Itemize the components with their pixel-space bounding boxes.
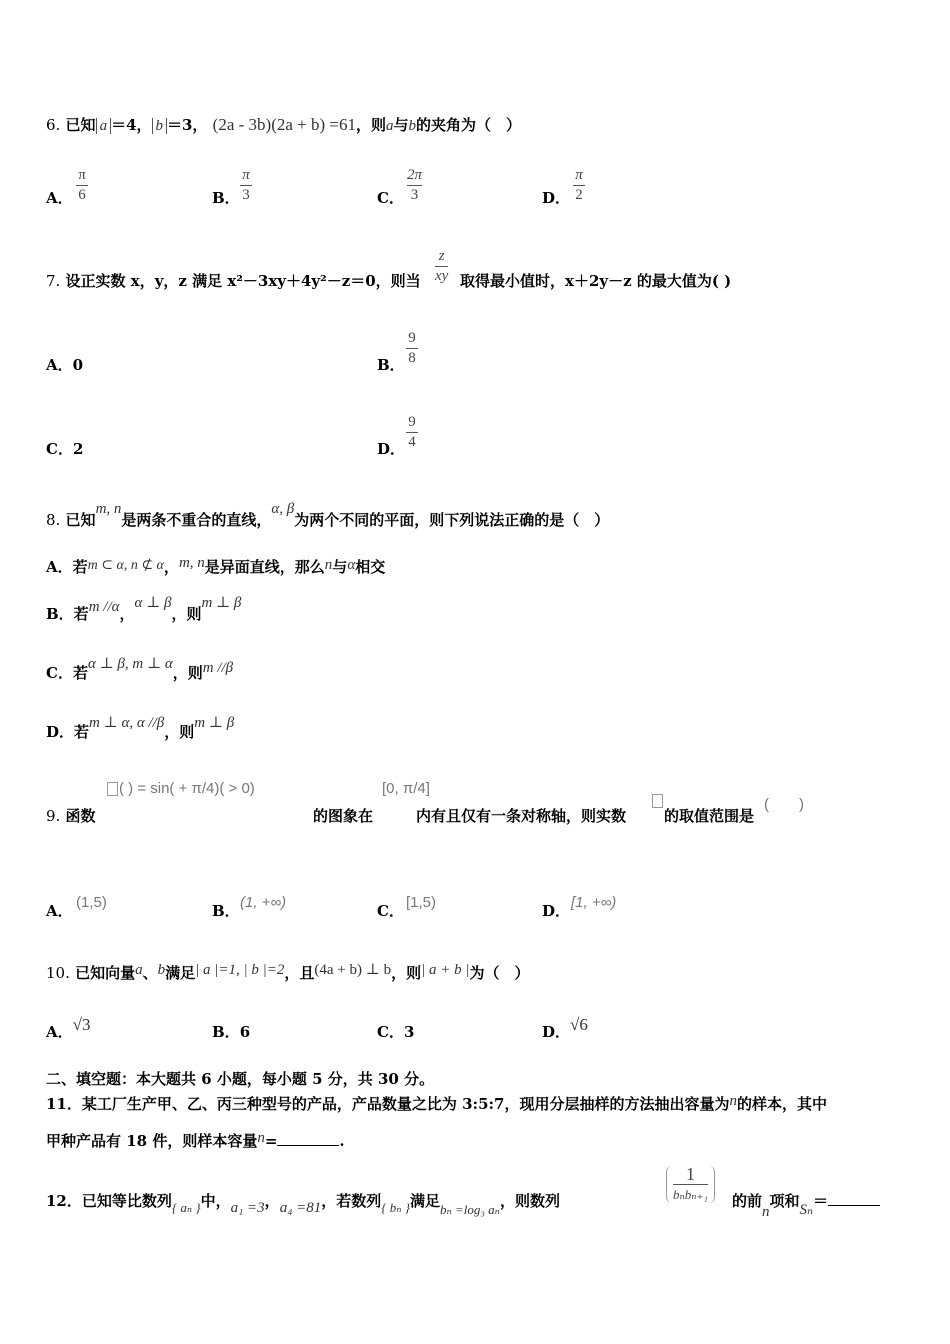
q8-option-d[interactable] [46, 715, 235, 742]
q6-option-b[interactable] [212, 187, 240, 208]
q12-text6: 的前 [732, 1192, 763, 1210]
fraction-numerator: 9 [408, 330, 416, 346]
q11-var-n2: n [257, 1130, 265, 1146]
fraction-denominator: xy [435, 268, 449, 284]
question-6 [46, 114, 521, 135]
q6-option-c[interactable] [377, 187, 404, 208]
q6-expression: (2a - 3b)(2a + b) =61 [212, 115, 356, 134]
question-8 [46, 501, 610, 530]
fraction-numerator: 2π [407, 167, 423, 183]
option-math: m ⊥ β [194, 715, 235, 731]
section-2-title [46, 1068, 434, 1089]
q12-var-n: n [762, 1204, 770, 1220]
q9-text3 [664, 805, 754, 826]
q11-eq: = [264, 1132, 278, 1150]
fraction-numerator: π [242, 167, 250, 183]
q9-option-a[interactable] [46, 900, 73, 921]
q6-option-d[interactable] [542, 187, 570, 208]
option-math: m ⊥ α, α //β [89, 715, 165, 731]
fraction-denominator: 4 [408, 434, 416, 450]
q7-option-a[interactable] [46, 354, 83, 375]
q6-abs-b: b [152, 118, 168, 134]
option-label: D． [377, 440, 406, 458]
q12-seq-a: { aₙ } [171, 1200, 201, 1215]
q10-text1: 满足 [165, 964, 196, 982]
fraction-denominator: 3 [410, 187, 419, 203]
question-number: 6. [46, 116, 61, 134]
q9-paren [764, 793, 804, 814]
option-value: 3 [403, 1023, 415, 1041]
q11-end: . [339, 1132, 345, 1150]
option-text: 与 [332, 558, 348, 576]
option-value: (1, +∞) [240, 894, 287, 911]
q10-option-a[interactable] [46, 1015, 91, 1042]
q7-option-c[interactable] [46, 438, 83, 459]
q12-answer-blank[interactable] [828, 1205, 880, 1206]
q6-eq2: ＝3， [167, 116, 208, 134]
option-value: √6 [570, 1015, 588, 1034]
q6-suffix2: 的夹角为（ ） [416, 116, 522, 134]
question-number: 8. [46, 511, 61, 529]
q9-option-b-value [240, 894, 286, 911]
option-label: A． [46, 356, 73, 374]
option-text: 相交 [355, 558, 386, 576]
q6-suffix1: ，则 [356, 116, 387, 134]
q9-option-b[interactable] [212, 900, 240, 921]
question-number: 12． [46, 1192, 82, 1210]
q10-condition2: (4a + b) ⊥ b [314, 962, 392, 978]
q6-option-c-fraction [407, 167, 422, 204]
option-label: B．若 [46, 605, 89, 623]
q11-text3: 甲种产品有 18 件，则样本容量 [46, 1132, 258, 1150]
q12-text7: 项和 [769, 1192, 800, 1210]
q10-var-a: a [135, 962, 143, 978]
q10-option-d[interactable] [542, 1015, 588, 1042]
q9-omega-box [652, 794, 663, 808]
q11-text2: 的样本，其中 [737, 1095, 828, 1113]
q7-option-d-fraction [406, 414, 418, 451]
q7-option-b[interactable] [377, 354, 405, 375]
question-7 [46, 270, 421, 291]
option-label: C． [377, 902, 404, 920]
question-number: 9. [46, 807, 61, 825]
q9-text2 [416, 805, 626, 826]
option-label: A． [46, 189, 73, 207]
q8-option-a[interactable] [46, 556, 385, 577]
q10-sep: 、 [142, 964, 158, 982]
fraction-numerator: 9 [408, 414, 416, 430]
option-label: C．若 [46, 664, 88, 682]
q9-option-a-value [76, 894, 107, 911]
option-label: D． [542, 189, 571, 207]
q8-text1: 是两条不重合的直线， [121, 511, 272, 529]
option-text: ，则 [164, 723, 195, 741]
option-math: α ⊥ β, m ⊥ α [87, 656, 173, 672]
q9-prefix: 函数 [65, 807, 96, 825]
q10-option-b[interactable] [212, 1021, 250, 1042]
q6-option-d-fraction [573, 167, 585, 204]
q12-sn: Sₙ [799, 1202, 814, 1218]
question-12-tail [732, 1190, 880, 1220]
option-math: n [324, 557, 333, 573]
option-math: α [347, 557, 356, 573]
option-label: B． [377, 356, 405, 374]
q6-eq1: ＝4， [111, 116, 152, 134]
question-number: 7. [46, 272, 61, 290]
q8-text2: 为两个不同的平面，则下列说法正确的是（ ） [294, 511, 610, 529]
q6-abs-a: a [96, 118, 112, 134]
q6-option-a-fraction [76, 167, 88, 204]
option-label: C． [377, 189, 404, 207]
q9-option-d-value [571, 894, 616, 911]
q9-paren-text: ( ) [764, 796, 804, 813]
q7-fraction [435, 248, 448, 285]
q8-var-ab: α, β [271, 501, 295, 517]
fraction-denominator: bₙbₙ₊₁ [673, 1187, 708, 1202]
fraction-numerator: π [78, 167, 86, 183]
q9-option-c[interactable] [377, 900, 404, 921]
question-12 [46, 1190, 560, 1217]
fraction-denominator: 3 [242, 187, 250, 203]
q12-a4: a₄ =81 [279, 1200, 322, 1216]
q10-prefix: 已知向量 [75, 964, 136, 982]
q6-mid: 与 [393, 116, 409, 134]
option-label: A． [46, 1023, 73, 1041]
question-9 [46, 805, 96, 826]
q9-option-c-value [406, 894, 436, 911]
q9-text1 [313, 805, 373, 826]
q9-text1-span: 的图象在 [313, 807, 374, 825]
option-value: (1,5) [76, 894, 107, 911]
q8-option-c[interactable] [46, 656, 234, 683]
q10-condition: | a |=1, | b |=2 [195, 962, 285, 978]
q10-text3: ，则 [391, 964, 422, 982]
q8-option-b[interactable] [46, 595, 242, 624]
q12-text3: ，若数列 [321, 1192, 382, 1210]
q8-prefix: 已知 [65, 511, 96, 529]
q12-a1: a₁ =3 [230, 1200, 265, 1216]
q7-text2 [460, 270, 731, 291]
q10-option-c[interactable] [377, 1021, 414, 1042]
q7-text1: 设正实数 x，y，z 满足 x²－3xy＋4y²－z＝0，则当 [65, 272, 421, 290]
question-number: 10. [46, 964, 70, 982]
option-value: 0 [72, 356, 84, 374]
q8-var-mn: m, n [95, 501, 122, 517]
option-label: D． [542, 902, 571, 920]
option-math: m ⊂ α, n ⊄ α [87, 558, 164, 573]
q12-text4: 满足 [409, 1192, 440, 1210]
option-text: ，则 [171, 605, 202, 623]
q12-eq: ＝ [813, 1192, 829, 1210]
fraction-numerator: π [575, 167, 583, 183]
q6-var-a: a [386, 118, 394, 134]
option-label: C． [46, 440, 73, 458]
option-value: 6 [239, 1023, 251, 1041]
q12-text1: 已知等比数列 [81, 1192, 172, 1210]
option-math: m ⊥ β [201, 595, 242, 611]
q7-option-b-fraction [406, 330, 418, 367]
fraction-denominator: 2 [575, 187, 583, 203]
q9-interval-image [382, 780, 430, 797]
q12-text2: 中， [200, 1192, 231, 1210]
question-number: 11． [46, 1095, 82, 1113]
fraction-denominator: 6 [78, 187, 86, 203]
option-label: D． [542, 1023, 571, 1041]
option-math: α ⊥ β [134, 595, 172, 611]
option-label: B． [212, 902, 240, 920]
option-math: m //β [202, 660, 234, 676]
q10-text2: ，且 [284, 964, 315, 982]
fraction-numerator: z [438, 248, 445, 264]
q10-var-b: b [157, 962, 166, 978]
q12-fraction [666, 1166, 715, 1203]
q9-interval-text: [0, π/4] [382, 780, 430, 797]
q6-option-a[interactable] [46, 187, 73, 208]
q10-text4: 为（ ） [469, 964, 530, 982]
option-value: 2 [72, 440, 84, 458]
q9-option-d[interactable] [542, 900, 570, 921]
option-value: [1, +∞) [571, 894, 617, 911]
question-10 [46, 962, 530, 983]
option-label: A． [46, 902, 73, 920]
q7-option-d[interactable] [377, 438, 405, 459]
option-math: m //α [88, 599, 120, 615]
option-text: ，则 [172, 664, 203, 682]
option-label: B． [212, 189, 240, 207]
q6-var-b: b [408, 118, 417, 134]
q12-seq-b: { bₙ } [381, 1200, 410, 1215]
q6-option-b-fraction [240, 167, 252, 204]
q12-text5: ，则数列 [499, 1192, 560, 1210]
option-sep: ， [119, 605, 135, 623]
option-label: D．若 [46, 723, 90, 741]
option-label: C． [377, 1023, 404, 1041]
q10-expression: | a + b | [421, 962, 470, 978]
q11-var-n: n [729, 1093, 737, 1109]
q9-text2-span: 内有且仅有一条对称轴，则实数 [416, 807, 627, 825]
option-label: A．若 [46, 558, 88, 576]
q11-answer-blank[interactable] [277, 1145, 339, 1146]
option-label: B． [212, 1023, 240, 1041]
q9-function-text: ( ) = sin( + π/4)( > 0) [119, 780, 255, 797]
fraction-numerator: 1 [685, 1164, 695, 1184]
q9-function-image [106, 780, 255, 797]
option-text: 是异面直线，那么 [204, 558, 325, 576]
q6-prefix: 已知 [65, 116, 96, 134]
option-sep: ， [163, 558, 179, 576]
q12-bn: bₙ =log₃ aₙ [439, 1202, 500, 1217]
option-value: [1,5) [406, 894, 437, 911]
q7-text2-span: 取得最小值时，x＋2y－z 的最大值为( ) [460, 272, 732, 290]
question-11 [46, 1093, 827, 1114]
question-11-line2 [46, 1130, 345, 1151]
q11-text1: 某工厂生产甲、乙、丙三种型号的产品，产品数量之比为 3:5:7，现用分层抽样的方法抽出容量为 [81, 1095, 730, 1113]
fraction-denominator: 8 [408, 350, 416, 366]
option-value: √3 [72, 1015, 91, 1034]
q9-text3-span: 的取值范围是 [664, 807, 755, 825]
option-math: m, n [178, 555, 205, 571]
section-title-text: 二、填空题：本大题共 6 小题，每小题 5 分，共 30 分。 [46, 1070, 435, 1088]
q12-sep: ， [264, 1192, 280, 1210]
